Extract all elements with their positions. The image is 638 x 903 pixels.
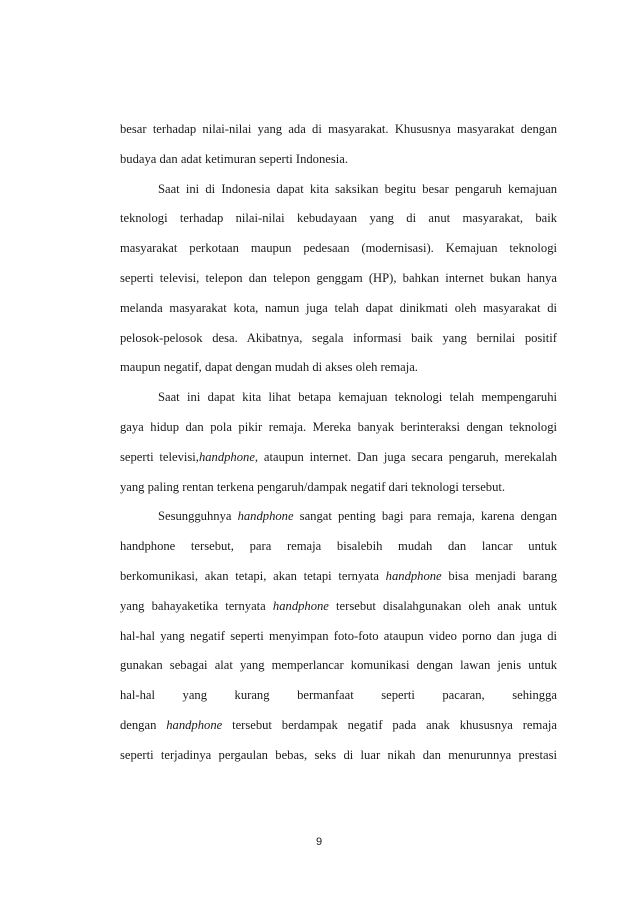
text-line <box>120 330 557 346</box>
text-segment: seperti terjadinya pergaulan bebas, seks di luar nikah dan menurunnya prestasi <box>120 747 557 762</box>
text-line <box>120 419 557 435</box>
text-line <box>158 181 557 197</box>
text-segment: masyarakat perkotaan maupun pedesaan (modernisasi). Kemajuan teknologi <box>120 241 557 256</box>
text-line <box>120 747 557 763</box>
text-segment: tersebut disalahgunakan oleh anak untuk <box>328 598 557 613</box>
text-segment: yang bahayaketika ternyata <box>120 598 273 613</box>
text-line <box>120 717 557 733</box>
text-segment: maupun negatif, dapat dengan mudah di akses oleh remaja. <box>120 360 418 375</box>
text-segment: sangat penting bagi para remaja, karena dengan <box>293 509 557 524</box>
text-segment: pelosok-pelosok desa. Akibatnya, segala informasi baik yang bernilai positif <box>120 330 557 345</box>
italic-term: handphone <box>237 509 294 524</box>
text-line <box>158 508 557 524</box>
text-segment: Saat ini di Indonesia dapat kita saksikan begitu besar pengaruh kemajuan <box>158 181 557 196</box>
text-line <box>120 270 557 286</box>
text-line <box>120 479 557 495</box>
text-line <box>120 210 557 226</box>
text-segment: tersebut berdampak negatif pada anak khususnya remaja <box>222 718 558 732</box>
text-segment: besar terhadap nilai-nilai yang ada di masyarakat. Khususnya masyarakat dengan <box>120 122 557 136</box>
text-line <box>120 121 557 137</box>
page-number: 9 <box>315 836 323 848</box>
text-line <box>120 300 557 316</box>
text-segment: gunakan sebagai alat yang memperlancar komunikasi dengan lawan jenis untuk <box>120 658 557 673</box>
italic-term: handphone <box>385 569 442 583</box>
text-segment: Sesungguhnya <box>158 509 238 524</box>
text-line <box>120 687 557 703</box>
text-line <box>120 449 557 465</box>
text-line <box>120 657 557 673</box>
text-segment: budaya dan adat ketimuran seperti Indonesia. <box>120 151 349 166</box>
text-line <box>120 628 557 644</box>
text-segment: hal-hal yang negatif seperti menyimpan foto-foto ataupun video porno dan juga di <box>120 628 557 643</box>
text-line <box>120 568 557 584</box>
text-segment: gaya hidup dan pola pikir remaja. Mereka banyak berinteraksi dengan teknologi <box>120 420 557 434</box>
text-segment: dengan <box>120 718 167 732</box>
text-segment: seperti televisi, telepon dan telepon genggam (HP), bahkan internet bukan hanya <box>120 271 557 285</box>
text-line <box>120 240 557 256</box>
text-line <box>120 538 557 554</box>
text-line <box>120 598 557 614</box>
text-segment: bisa menjadi barang <box>441 569 557 583</box>
text-segment: berkomunikasi, akan tetapi, akan tetapi ternyata <box>120 569 386 583</box>
italic-term: handphone <box>166 718 223 732</box>
text-line <box>158 389 557 405</box>
text-segment: , ataupun internet. Dan juga secara pengaruh, merekalah <box>254 449 557 464</box>
text-segment: yang paling rentan terkena pengaruh/dampak negatif dari teknologi tersebut. <box>120 479 506 494</box>
italic-term: handphone <box>272 598 329 613</box>
text-segment: handphone tersebut, para remaja bisalebih mudah dan lancar untuk <box>120 539 557 554</box>
italic-term: handphone <box>198 449 255 464</box>
text-segment: Saat ini dapat kita lihat betapa kemajuan teknologi telah mempengaruhi <box>158 390 557 405</box>
text-segment: seperti televisi, <box>120 449 199 464</box>
text-segment: teknologi terhadap nilai-nilai kebudayaan yang di anut masyarakat, baik <box>120 211 557 226</box>
text-segment: hal-hal yang kurang bermanfaat seperti pacaran, sehingga <box>120 688 557 703</box>
text-line <box>120 151 557 167</box>
text-line <box>120 359 557 375</box>
text-segment: melanda masyarakat kota, namun juga telah dapat dinikmati oleh masyarakat di <box>120 300 557 315</box>
